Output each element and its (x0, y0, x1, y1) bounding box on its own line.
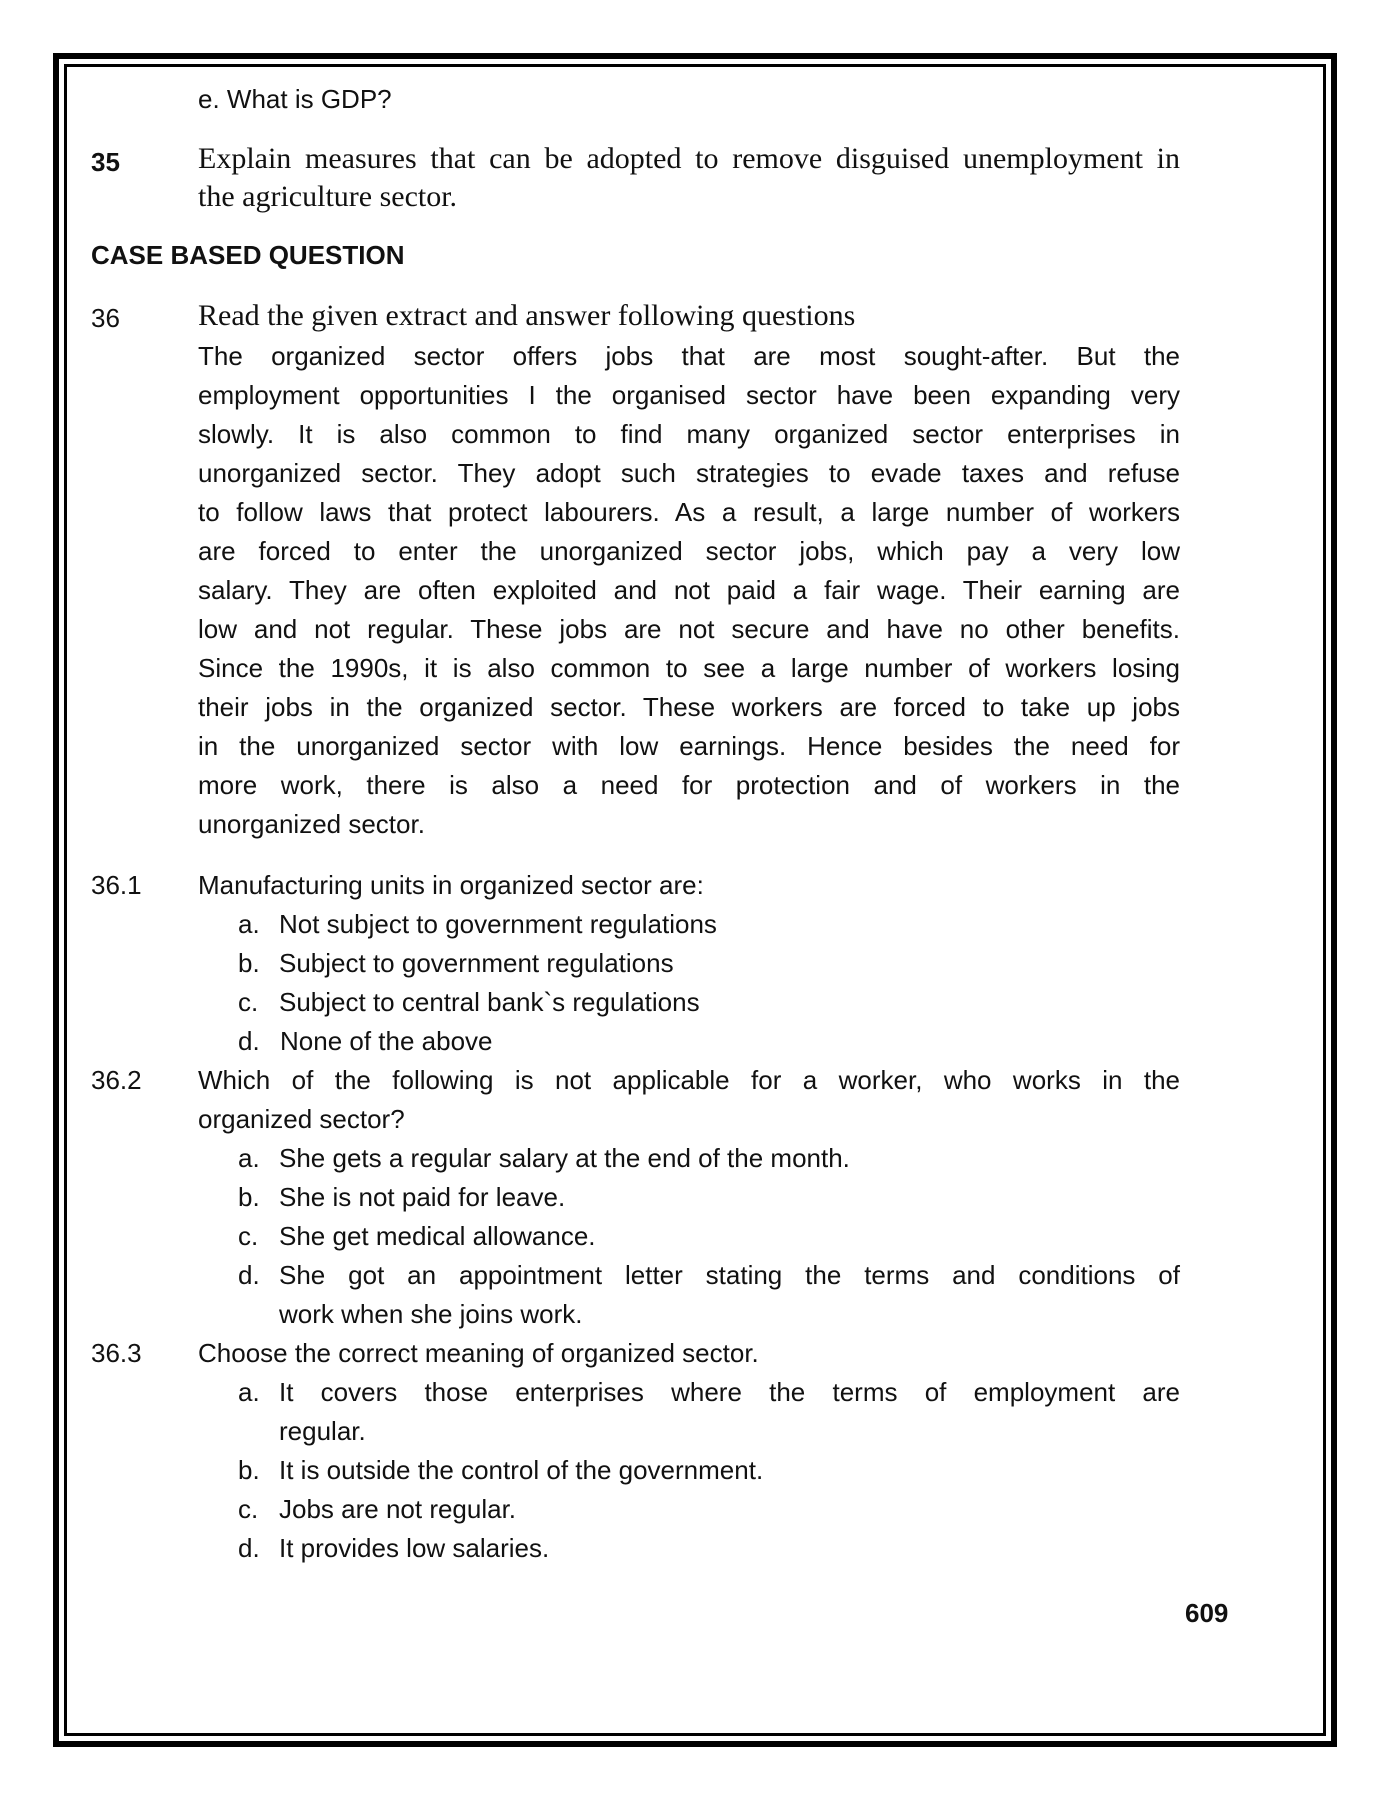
option-text: Not subject to government regulations (279, 909, 717, 939)
question-36-2-line-1: Which of the following is not applicable for a worker, who works in the (198, 1065, 1180, 1095)
passage-line: to follow laws that protect labourers. As a result, a large number of workers (198, 497, 1180, 527)
sub-question-e: e. What is GDP? (198, 84, 392, 114)
passage-line: slowly. It is also common to find many organized sector enterprises in (198, 419, 1180, 449)
passage-line: are forced to enter the unorganized sector jobs, which pay a very low (198, 536, 1180, 566)
passage-line: unorganized sector. (198, 809, 425, 839)
question-36-1-number: 36.1 (91, 870, 142, 900)
passage-line: salary. They are often exploited and not paid a fair wage. Their earning are (198, 575, 1180, 605)
option-text: She is not paid for leave. (279, 1182, 566, 1212)
question-35-line-2: the agriculture sector. (198, 180, 458, 213)
option-letter: d. (238, 1533, 260, 1563)
option-letter: a. (238, 909, 260, 939)
question-35-line-1: Explain measures that can be adopted to remove disguised unemployment in (198, 142, 1180, 175)
option-letter: a. (238, 1143, 260, 1173)
passage-line: low and not regular. These jobs are not secure and have no other benefits. (198, 614, 1180, 644)
passage-line: employment opportunities I the organised sector have been expanding very (198, 380, 1180, 410)
question-36-instruction: Read the given extract and answer following questions (198, 299, 856, 332)
option-letter: a. (238, 1377, 260, 1407)
option-text: work when she joins work. (279, 1299, 583, 1329)
option-text: She got an appointment letter stating the terms and conditions of (279, 1260, 1180, 1290)
option-text: Subject to government regulations (279, 948, 674, 978)
question-36-2-number: 36.2 (91, 1065, 142, 1095)
option-text: Subject to central bank`s regulations (279, 987, 700, 1017)
passage-line: their jobs in the organized sector. These workers are forced to take up jobs (198, 692, 1180, 722)
passage-line: unorganized sector. They adopt such strategies to evade taxes and refuse (198, 458, 1180, 488)
question-36-1-text: Manufacturing units in organized sector are: (198, 870, 704, 900)
option-text: She gets a regular salary at the end of the month. (279, 1143, 850, 1173)
option-letter: c. (238, 987, 259, 1017)
passage-line: in the unorganized sector with low earnings. Hence besides the need for (198, 731, 1180, 761)
passage-line: more work, there is also a need for protection and of workers in the (198, 770, 1180, 800)
option-text: Jobs are not regular. (279, 1494, 517, 1524)
passage-line: The organized sector offers jobs that are most sought-after. But the (198, 341, 1180, 371)
option-letter: d. (238, 1260, 260, 1290)
question-36-3-text: Choose the correct meaning of organized sector. (198, 1338, 759, 1368)
option-text: It covers those enterprises where the terms of employment are (279, 1377, 1180, 1407)
option-letter: b. (238, 1182, 260, 1212)
page-number: 609 (1185, 1598, 1229, 1628)
option-letter: b. (238, 1455, 260, 1485)
question-36-2-line-2: organized sector? (198, 1104, 405, 1134)
passage-line: Since the 1990s, it is also common to see a large number of workers losing (198, 653, 1180, 683)
option-text: She get medical allowance. (279, 1221, 596, 1251)
option-letter: d. (238, 1026, 260, 1056)
section-heading: CASE BASED QUESTION (91, 240, 405, 270)
option-text: regular. (279, 1416, 366, 1446)
option-text: It is outside the control of the government. (279, 1455, 764, 1485)
question-35-number: 35 (91, 147, 120, 177)
option-letter: b. (238, 948, 260, 978)
question-36-3-number: 36.3 (91, 1338, 142, 1368)
option-text: It provides low salaries. (279, 1533, 550, 1563)
option-text: None of the above (280, 1026, 493, 1056)
option-letter: c. (238, 1494, 259, 1524)
question-36-number: 36 (91, 303, 120, 333)
option-letter: c. (238, 1221, 259, 1251)
